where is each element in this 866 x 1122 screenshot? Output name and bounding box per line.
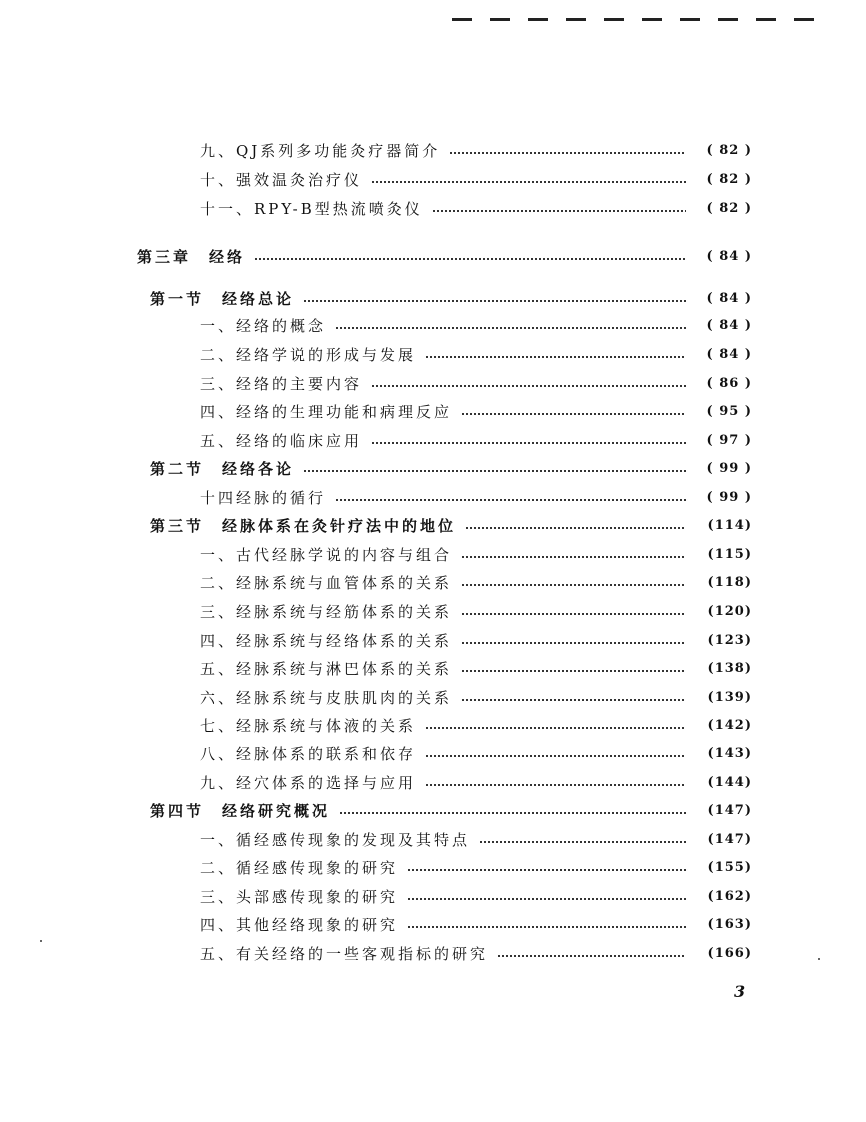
toc-page-ref: (120) bbox=[707, 603, 752, 619]
toc-page-ref: ( 82 ) bbox=[706, 200, 752, 216]
toc-item bbox=[200, 196, 752, 220]
leader-dots bbox=[426, 755, 686, 757]
leader-dots bbox=[462, 556, 686, 558]
toc-item bbox=[200, 770, 752, 794]
leader-dots bbox=[426, 356, 686, 358]
leader-dots bbox=[372, 181, 686, 183]
toc-page-ref: ( 97 ) bbox=[706, 432, 752, 448]
toc-page-ref: ( 82 ) bbox=[706, 171, 752, 187]
toc-section bbox=[150, 798, 752, 822]
leader-dots bbox=[433, 210, 686, 212]
toc-title: 六、经脉系统与皮肤肌肉的关系 bbox=[200, 688, 453, 707]
toc-page-ref: ( 99 ) bbox=[706, 489, 752, 505]
toc-title: 二、经络学说的形成与发展 bbox=[200, 345, 417, 364]
leader-dots bbox=[304, 470, 686, 472]
leader-dots bbox=[462, 642, 686, 644]
toc-item bbox=[200, 428, 752, 452]
leader-dots bbox=[340, 812, 686, 814]
toc-item bbox=[200, 884, 752, 908]
scan-speck bbox=[818, 958, 820, 960]
leader-dots bbox=[255, 258, 686, 260]
toc-page-ref: ( 84 ) bbox=[706, 346, 752, 362]
toc-item bbox=[200, 685, 752, 709]
toc-item bbox=[200, 713, 752, 737]
toc-title: 一、经络的概念 bbox=[200, 316, 327, 335]
toc-title: 八、经脉体系的联系和依存 bbox=[200, 744, 417, 763]
toc-page-ref: (162) bbox=[707, 888, 752, 904]
toc-page-ref: (139) bbox=[707, 689, 752, 705]
leader-dots bbox=[336, 499, 686, 501]
leader-dots bbox=[426, 727, 686, 729]
toc-section bbox=[150, 286, 752, 310]
toc-title: 一、循经感传现象的发现及其特点 bbox=[200, 830, 471, 849]
toc-item bbox=[200, 138, 752, 162]
leader-dots bbox=[462, 613, 686, 615]
toc-title: 四、其他经络现象的研究 bbox=[200, 915, 399, 934]
toc-title: 五、有关经络的一些客观指标的研究 bbox=[200, 944, 489, 963]
toc-item bbox=[200, 599, 752, 623]
toc-page-ref: (142) bbox=[707, 717, 752, 733]
leader-dots bbox=[462, 413, 686, 415]
leader-dots bbox=[304, 300, 686, 302]
leader-dots bbox=[408, 869, 686, 871]
toc-item bbox=[200, 912, 752, 936]
leader-dots bbox=[408, 898, 686, 900]
toc-title: 二、循经感传现象的研究 bbox=[200, 858, 399, 877]
toc-page-ref: ( 84 ) bbox=[706, 317, 752, 333]
toc-item bbox=[200, 570, 752, 594]
toc-title: 三、头部感传现象的研究 bbox=[200, 887, 399, 906]
toc-item bbox=[200, 741, 752, 765]
leader-dots bbox=[498, 955, 686, 957]
toc-title: 五、经络的临床应用 bbox=[200, 431, 363, 450]
toc-item bbox=[200, 855, 752, 879]
toc-page-ref: (147) bbox=[707, 831, 752, 847]
leader-dots bbox=[462, 699, 686, 701]
toc-page-ref: ( 84 ) bbox=[706, 290, 752, 306]
toc-page-ref: ( 99 ) bbox=[706, 460, 752, 476]
toc-page-ref: (163) bbox=[707, 916, 752, 932]
toc-title: 四、经络的生理功能和病理反应 bbox=[200, 402, 453, 421]
toc-section bbox=[150, 513, 752, 537]
leader-dots bbox=[426, 784, 686, 786]
toc-item bbox=[200, 167, 752, 191]
toc-chapter bbox=[137, 244, 752, 268]
toc-item bbox=[200, 941, 752, 965]
toc-title: 一、古代经脉学说的内容与组合 bbox=[200, 545, 453, 564]
toc-title: 第三章 经络 bbox=[137, 247, 246, 266]
scan-speck bbox=[40, 940, 42, 942]
header-rule bbox=[452, 18, 832, 21]
toc-title: 九、经穴体系的选择与应用 bbox=[200, 773, 417, 792]
leader-dots bbox=[408, 926, 686, 928]
toc-title: 第二节 经络各论 bbox=[150, 459, 295, 478]
toc-title: 三、经脉系统与经筋体系的关系 bbox=[200, 602, 453, 621]
toc-item bbox=[200, 656, 752, 680]
toc-page-ref: (155) bbox=[707, 859, 752, 875]
leader-dots bbox=[480, 841, 686, 843]
toc-item bbox=[200, 628, 752, 652]
leader-dots bbox=[450, 152, 686, 154]
toc-title: 十、强效温灸治疗仪 bbox=[200, 170, 363, 189]
toc-item bbox=[200, 542, 752, 566]
toc-page-ref: (114) bbox=[707, 517, 752, 533]
toc-title: 第一节 经络总论 bbox=[150, 289, 295, 308]
toc-item bbox=[200, 371, 752, 395]
toc-title: 二、经脉系统与血管体系的关系 bbox=[200, 573, 453, 592]
toc-item bbox=[200, 485, 752, 509]
toc-item bbox=[200, 827, 752, 851]
toc-page-ref: (123) bbox=[707, 632, 752, 648]
toc-item bbox=[200, 313, 752, 337]
toc-title: 第三节 经脉体系在灸针疗法中的地位 bbox=[150, 516, 457, 535]
toc-page-ref: (138) bbox=[707, 660, 752, 676]
leader-dots bbox=[466, 527, 686, 529]
toc-page-ref: (118) bbox=[707, 574, 752, 590]
toc-page-ref: ( 95 ) bbox=[706, 403, 752, 419]
toc-page-ref: (144) bbox=[707, 774, 752, 790]
toc-page-ref: (115) bbox=[707, 546, 752, 562]
toc-title: 第四节 经络研究概况 bbox=[150, 801, 331, 820]
toc-title: 十四经脉的循行 bbox=[200, 488, 327, 507]
toc-section bbox=[150, 456, 752, 480]
toc-item bbox=[200, 342, 752, 366]
toc-page-ref: ( 86 ) bbox=[706, 375, 752, 391]
leader-dots bbox=[336, 327, 686, 329]
leader-dots bbox=[372, 385, 686, 387]
leader-dots bbox=[462, 584, 686, 586]
toc-item bbox=[200, 399, 752, 423]
toc-title: 七、经脉系统与体液的关系 bbox=[200, 716, 417, 735]
leader-dots bbox=[462, 670, 686, 672]
toc-page-ref: (147) bbox=[707, 802, 752, 818]
toc-page-ref: (143) bbox=[707, 745, 752, 761]
toc-title: 三、经络的主要内容 bbox=[200, 374, 363, 393]
toc-title: 九、QJ系列多功能灸疗器简介 bbox=[200, 141, 441, 160]
toc-title: 四、经脉系统与经络体系的关系 bbox=[200, 631, 453, 650]
toc-page-ref: ( 82 ) bbox=[706, 142, 752, 158]
toc-title: 十一、RPY-B型热流喷灸仪 bbox=[200, 199, 423, 218]
page-number: 3 bbox=[734, 982, 746, 1001]
toc-page-ref: (166) bbox=[707, 945, 752, 961]
toc-page-ref: ( 84 ) bbox=[706, 248, 752, 264]
toc-title: 五、经脉系统与淋巴体系的关系 bbox=[200, 659, 453, 678]
leader-dots bbox=[372, 442, 686, 444]
